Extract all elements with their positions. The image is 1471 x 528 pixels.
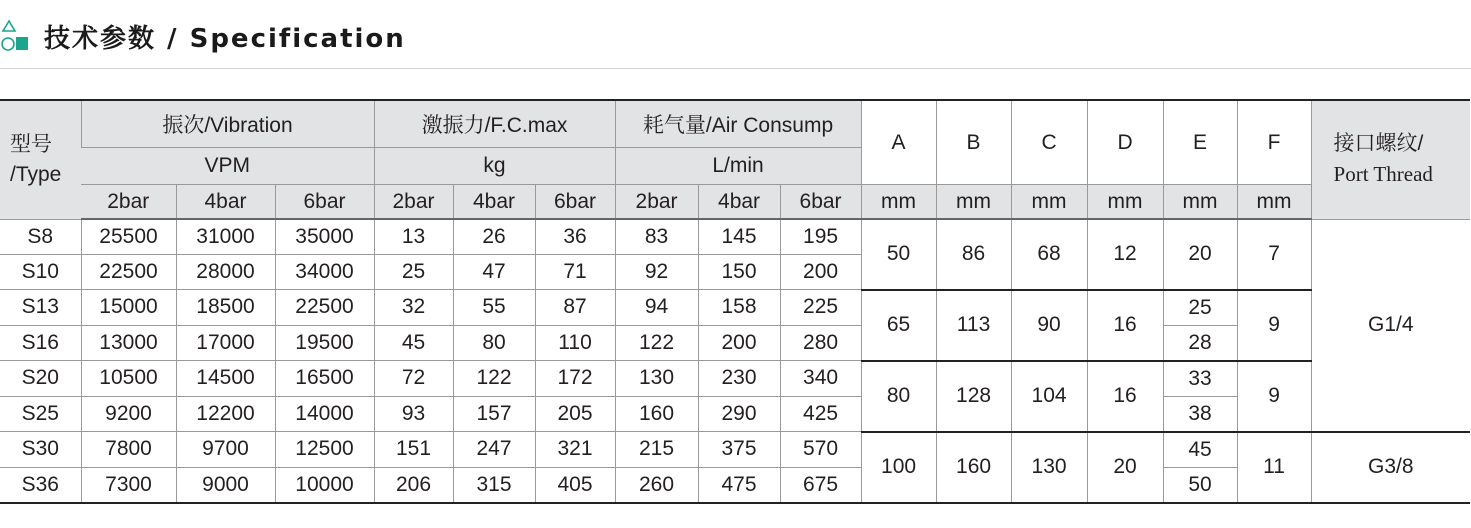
- pressure-label: 6bar: [535, 185, 615, 220]
- dim-f-cell: 7: [1237, 219, 1311, 290]
- vpm-cell: 16500: [275, 361, 374, 397]
- force-cell: 32: [374, 290, 453, 326]
- dim-unit: mm: [1237, 185, 1311, 220]
- air-cell: 340: [780, 361, 861, 397]
- vpm-cell: 10500: [81, 361, 176, 397]
- dim-d-cell: 16: [1087, 290, 1163, 361]
- section-heading: [0, 14, 406, 58]
- type-cell: S25: [0, 396, 81, 432]
- vpm-cell: 12200: [176, 396, 275, 432]
- force-cell: 55: [453, 290, 535, 326]
- dim-a-cell: 80: [861, 361, 936, 432]
- dim-e-cell: 20: [1163, 219, 1237, 290]
- vpm-cell: 9200: [81, 396, 176, 432]
- type-cell: S8: [0, 219, 81, 255]
- vpm-cell: 28000: [176, 255, 275, 290]
- dim-header-c: C: [1011, 100, 1087, 185]
- dim-b-cell: 160: [936, 432, 1011, 503]
- port-thread-cell: G3/8: [1311, 432, 1470, 503]
- dim-e-cell: 45: [1163, 432, 1237, 468]
- pressure-label: 2bar: [374, 185, 453, 220]
- air-cell: 83: [615, 219, 698, 255]
- vpm-cell: 10000: [275, 467, 374, 503]
- table-row: [0, 219, 1470, 255]
- dim-unit: mm: [1011, 185, 1087, 220]
- force-cell: 151: [374, 432, 453, 468]
- vpm-cell: 34000: [275, 255, 374, 290]
- vpm-cell: 14000: [275, 396, 374, 432]
- force-cell: 122: [453, 361, 535, 397]
- vpm-cell: 13000: [81, 325, 176, 361]
- vpm-cell: 17000: [176, 325, 275, 361]
- air-cell: 280: [780, 325, 861, 361]
- table-body: [0, 219, 1470, 503]
- force-header: 激振力/F.C.max: [374, 100, 615, 148]
- dim-e-cell: 38: [1163, 396, 1237, 432]
- dim-a-cell: 50: [861, 219, 936, 290]
- vpm-cell: 15000: [81, 290, 176, 326]
- force-cell: 71: [535, 255, 615, 290]
- force-cell: 25: [374, 255, 453, 290]
- force-cell: 315: [453, 467, 535, 503]
- table-row: [0, 290, 1470, 326]
- air-cell: 150: [698, 255, 780, 290]
- force-cell: 47: [453, 255, 535, 290]
- vpm-cell: 19500: [275, 325, 374, 361]
- air-cell: 225: [780, 290, 861, 326]
- type-cell: S13: [0, 290, 81, 326]
- type-header-cn: 型号: [10, 132, 52, 156]
- type-header-en: /Type: [10, 162, 62, 186]
- air-cell: 215: [615, 432, 698, 468]
- type-cell: S16: [0, 325, 81, 361]
- specification-table: [0, 99, 1470, 504]
- dim-d-cell: 20: [1087, 432, 1163, 503]
- air-cell: 200: [698, 325, 780, 361]
- force-cell: 157: [453, 396, 535, 432]
- air-cell: 570: [780, 432, 861, 468]
- air-cell: 260: [615, 467, 698, 503]
- port-thread-en: Port Thread: [1333, 162, 1433, 187]
- vibration-unit: VPM: [81, 148, 374, 185]
- vpm-cell: 7300: [81, 467, 176, 503]
- dim-d-cell: 12: [1087, 219, 1163, 290]
- type-header: [0, 100, 81, 219]
- pressure-label: 6bar: [275, 185, 374, 220]
- dim-b-cell: 113: [936, 290, 1011, 361]
- force-cell: 36: [535, 219, 615, 255]
- dim-unit: mm: [1087, 185, 1163, 220]
- pressure-label: 4bar: [176, 185, 275, 220]
- shapes-logo-icon: [0, 19, 30, 53]
- force-cell: 206: [374, 467, 453, 503]
- air-cell: 94: [615, 290, 698, 326]
- port-thread-header: [1311, 100, 1470, 219]
- dim-d-cell: 16: [1087, 361, 1163, 432]
- air-cell: 92: [615, 255, 698, 290]
- vpm-cell: 31000: [176, 219, 275, 255]
- dim-b-cell: 128: [936, 361, 1011, 432]
- vpm-cell: 22500: [81, 255, 176, 290]
- vpm-cell: 9700: [176, 432, 275, 468]
- air-cell: 160: [615, 396, 698, 432]
- dim-b-cell: 86: [936, 219, 1011, 290]
- air-cell: 145: [698, 219, 780, 255]
- type-cell: S10: [0, 255, 81, 290]
- air-cell: 290: [698, 396, 780, 432]
- air-unit: L/min: [615, 148, 861, 185]
- dim-e-cell: 33: [1163, 361, 1237, 397]
- dim-e-cell: 25: [1163, 290, 1237, 326]
- air-cell: 425: [780, 396, 861, 432]
- force-cell: 110: [535, 325, 615, 361]
- vpm-cell: 14500: [176, 361, 275, 397]
- dim-header-a: A: [861, 100, 936, 185]
- air-cell: 375: [698, 432, 780, 468]
- vpm-cell: 22500: [275, 290, 374, 326]
- type-cell: S30: [0, 432, 81, 468]
- force-cell: 205: [535, 396, 615, 432]
- force-cell: 26: [453, 219, 535, 255]
- pressure-label: 2bar: [615, 185, 698, 220]
- table-row: [0, 432, 1470, 468]
- dim-unit: mm: [936, 185, 1011, 220]
- air-cell: 200: [780, 255, 861, 290]
- air-cell: 195: [780, 219, 861, 255]
- dim-f-cell: 9: [1237, 290, 1311, 361]
- type-cell: S36: [0, 467, 81, 503]
- page-title: 技术参数 / Specification: [44, 23, 406, 54]
- port-thread-cn: 接口螺纹/: [1333, 132, 1424, 156]
- force-cell: 321: [535, 432, 615, 468]
- dim-a-cell: 100: [861, 432, 936, 503]
- dim-unit: mm: [1163, 185, 1237, 220]
- air-cell: 130: [615, 361, 698, 397]
- dim-unit: mm: [861, 185, 936, 220]
- dim-c-cell: 104: [1011, 361, 1087, 432]
- dim-header-b: B: [936, 100, 1011, 185]
- air-cell: 122: [615, 325, 698, 361]
- force-cell: 247: [453, 432, 535, 468]
- port-thread-cell: G1/4: [1311, 219, 1470, 432]
- dim-c-cell: 68: [1011, 219, 1087, 290]
- force-cell: 405: [535, 467, 615, 503]
- table-row: [0, 361, 1470, 397]
- vpm-cell: 7800: [81, 432, 176, 468]
- force-cell: 93: [374, 396, 453, 432]
- dim-header-f: F: [1237, 100, 1311, 185]
- type-cell: S20: [0, 361, 81, 397]
- dim-f-cell: 11: [1237, 432, 1311, 503]
- vpm-cell: 18500: [176, 290, 275, 326]
- force-cell: 45: [374, 325, 453, 361]
- pressure-label: 4bar: [453, 185, 535, 220]
- dim-header-e: E: [1163, 100, 1237, 185]
- vibration-header: 振次/Vibration: [81, 100, 374, 148]
- force-cell: 72: [374, 361, 453, 397]
- dim-c-cell: 90: [1011, 290, 1087, 361]
- dim-header-d: D: [1087, 100, 1163, 185]
- air-cell: 230: [698, 361, 780, 397]
- heading-divider: [0, 68, 1471, 69]
- dim-f-cell: 9: [1237, 361, 1311, 432]
- force-cell: 13: [374, 219, 453, 255]
- force-cell: 172: [535, 361, 615, 397]
- force-cell: 87: [535, 290, 615, 326]
- air-consumption-header: 耗气量/Air Consump: [615, 100, 861, 148]
- air-cell: 475: [698, 467, 780, 503]
- air-cell: 158: [698, 290, 780, 326]
- force-unit: kg: [374, 148, 615, 185]
- vpm-cell: 9000: [176, 467, 275, 503]
- dim-e-cell: 50: [1163, 467, 1237, 503]
- air-cell: 675: [780, 467, 861, 503]
- pressure-label: 4bar: [698, 185, 780, 220]
- pressure-label: 6bar: [780, 185, 861, 220]
- vpm-cell: 12500: [275, 432, 374, 468]
- dim-e-cell: 28: [1163, 325, 1237, 361]
- pressure-label: 2bar: [81, 185, 176, 220]
- vpm-cell: 25500: [81, 219, 176, 255]
- force-cell: 80: [453, 325, 535, 361]
- dim-a-cell: 65: [861, 290, 936, 361]
- dim-c-cell: 130: [1011, 432, 1087, 503]
- vpm-cell: 35000: [275, 219, 374, 255]
